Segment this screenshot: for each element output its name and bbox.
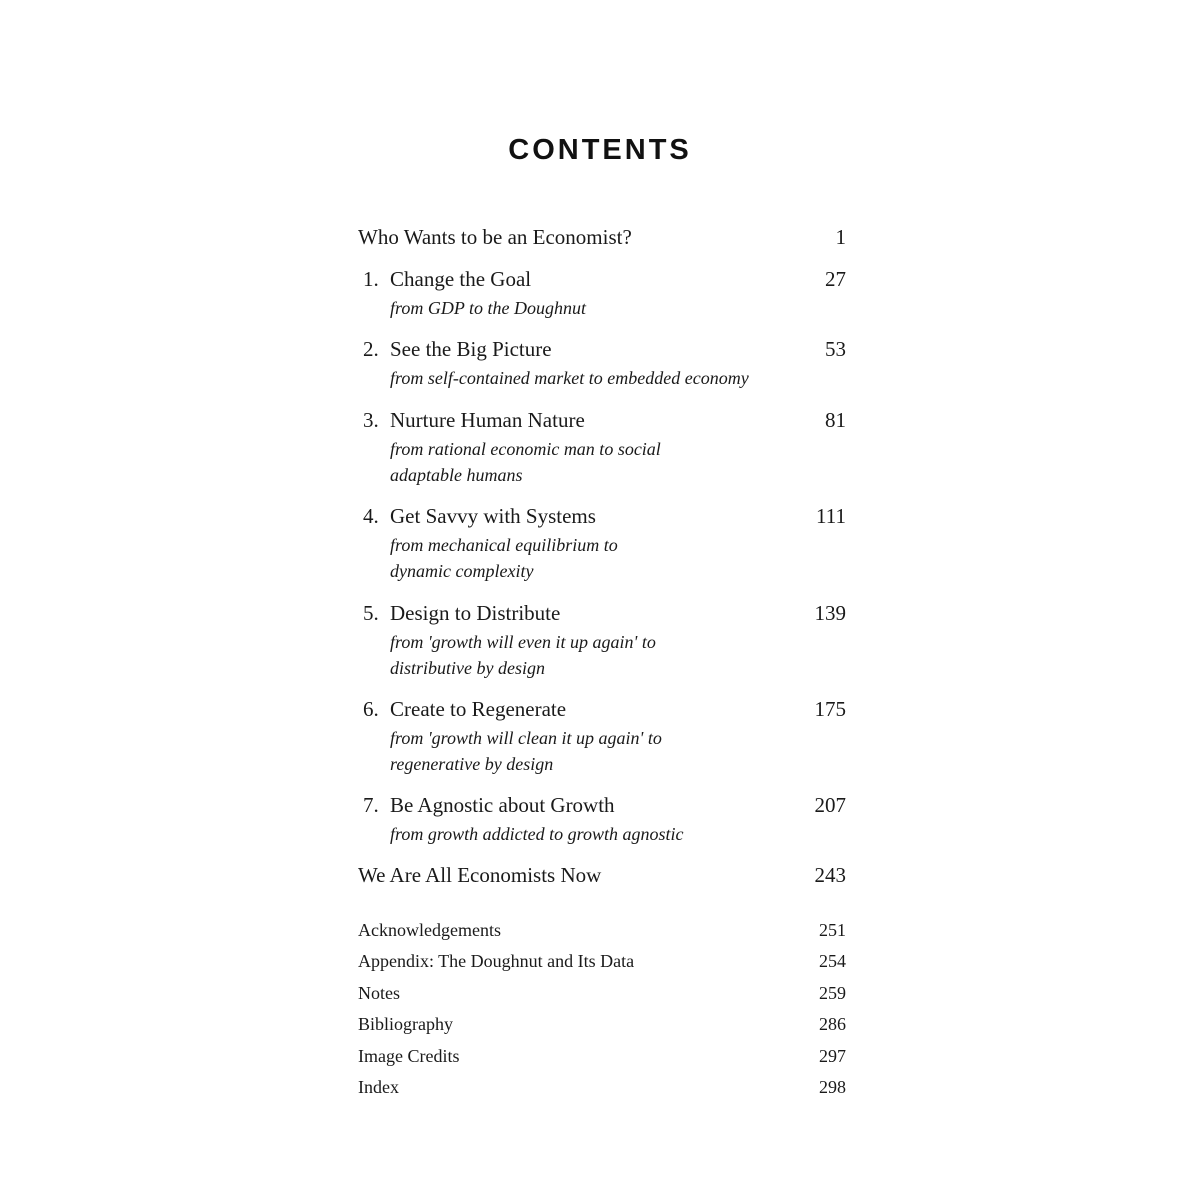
toc-entry-closing <box>358 860 846 890</box>
chapter-title: See the Big Picture <box>390 337 552 361</box>
chapter-number: 4. <box>363 504 379 528</box>
toc-back-matter-4 <box>358 1009 846 1039</box>
toc-back-matter-3 <box>358 978 846 1008</box>
chapter-page: 207 <box>814 793 846 817</box>
chapter-title: Nurture Human Nature <box>390 408 585 432</box>
chapter-subtitle: from rational economic man to social adaptable humans <box>390 439 661 485</box>
toc-entry-page: 1 <box>835 225 846 249</box>
back-matter-page: 297 <box>819 1046 846 1066</box>
back-matter-title: Notes <box>358 983 400 1003</box>
toc-entry-title: Who Wants to be an Economist? <box>358 225 632 249</box>
toc-entry-page: 243 <box>814 863 846 887</box>
chapter-page: 27 <box>825 267 846 291</box>
back-matter-page: 286 <box>819 1014 846 1034</box>
chapter-subtitle: from mechanical equilibrium to dynamic complexity <box>390 535 618 581</box>
toc-entry-intro <box>358 222 846 252</box>
chapter-title: Design to Distribute <box>390 601 561 625</box>
back-matter-title: Appendix: The Doughnut and Its Data <box>358 951 635 971</box>
toc-back-matter-6 <box>358 1072 846 1102</box>
toc-chapter-5 <box>358 598 846 681</box>
chapter-title: Be Agnostic about Growth <box>390 793 615 817</box>
chapter-number: 3. <box>363 408 379 432</box>
chapter-subtitle: from growth addicted to growth agnostic <box>390 824 684 844</box>
toc-entry-title: We Are All Economists Now <box>358 863 602 887</box>
toc-chapter-4 <box>358 501 846 584</box>
chapter-number: 7. <box>363 793 379 817</box>
back-matter-title: Acknowledgements <box>358 920 501 940</box>
toc-back-matter-1 <box>358 915 846 945</box>
chapter-page: 53 <box>825 337 846 361</box>
chapter-page: 175 <box>814 697 846 721</box>
chapter-number: 6. <box>363 697 379 721</box>
toc-chapter-7 <box>358 790 846 847</box>
chapter-number: 5. <box>363 601 379 625</box>
chapter-page: 139 <box>814 601 846 625</box>
toc-back-matter-5 <box>358 1041 846 1071</box>
toc-chapter-3 <box>358 405 846 488</box>
back-matter-page: 259 <box>819 983 846 1003</box>
chapter-number: 2. <box>363 337 379 361</box>
toc-chapter-2 <box>358 334 846 391</box>
toc-back-matter-2 <box>358 946 846 976</box>
chapter-page: 111 <box>816 504 846 528</box>
chapter-title: Create to Regenerate <box>390 697 567 721</box>
chapter-subtitle: from self-contained market to embedded economy <box>390 368 749 388</box>
back-matter-page: 254 <box>819 951 846 971</box>
back-matter-page: 298 <box>819 1077 846 1097</box>
chapter-subtitle: from GDP to the Doughnut <box>390 298 586 318</box>
chapter-page: 81 <box>825 408 846 432</box>
toc-chapter-6 <box>358 694 846 777</box>
chapter-subtitle: from 'growth will clean it up again' to regenerative by design <box>390 728 662 774</box>
back-matter-title: Image Credits <box>358 1046 460 1066</box>
chapter-title: Get Savvy with Systems <box>390 504 596 528</box>
back-matter-title: Index <box>358 1077 399 1097</box>
chapter-number: 1. <box>363 267 379 291</box>
back-matter-title: Bibliography <box>358 1014 453 1034</box>
back-matter-page: 251 <box>819 920 846 940</box>
page-title: CONTENTS <box>508 134 692 166</box>
chapter-title: Change the Goal <box>390 267 532 291</box>
chapter-subtitle: from 'growth will even it up again' to distributive by design <box>390 632 656 678</box>
toc-chapter-1 <box>358 264 846 321</box>
